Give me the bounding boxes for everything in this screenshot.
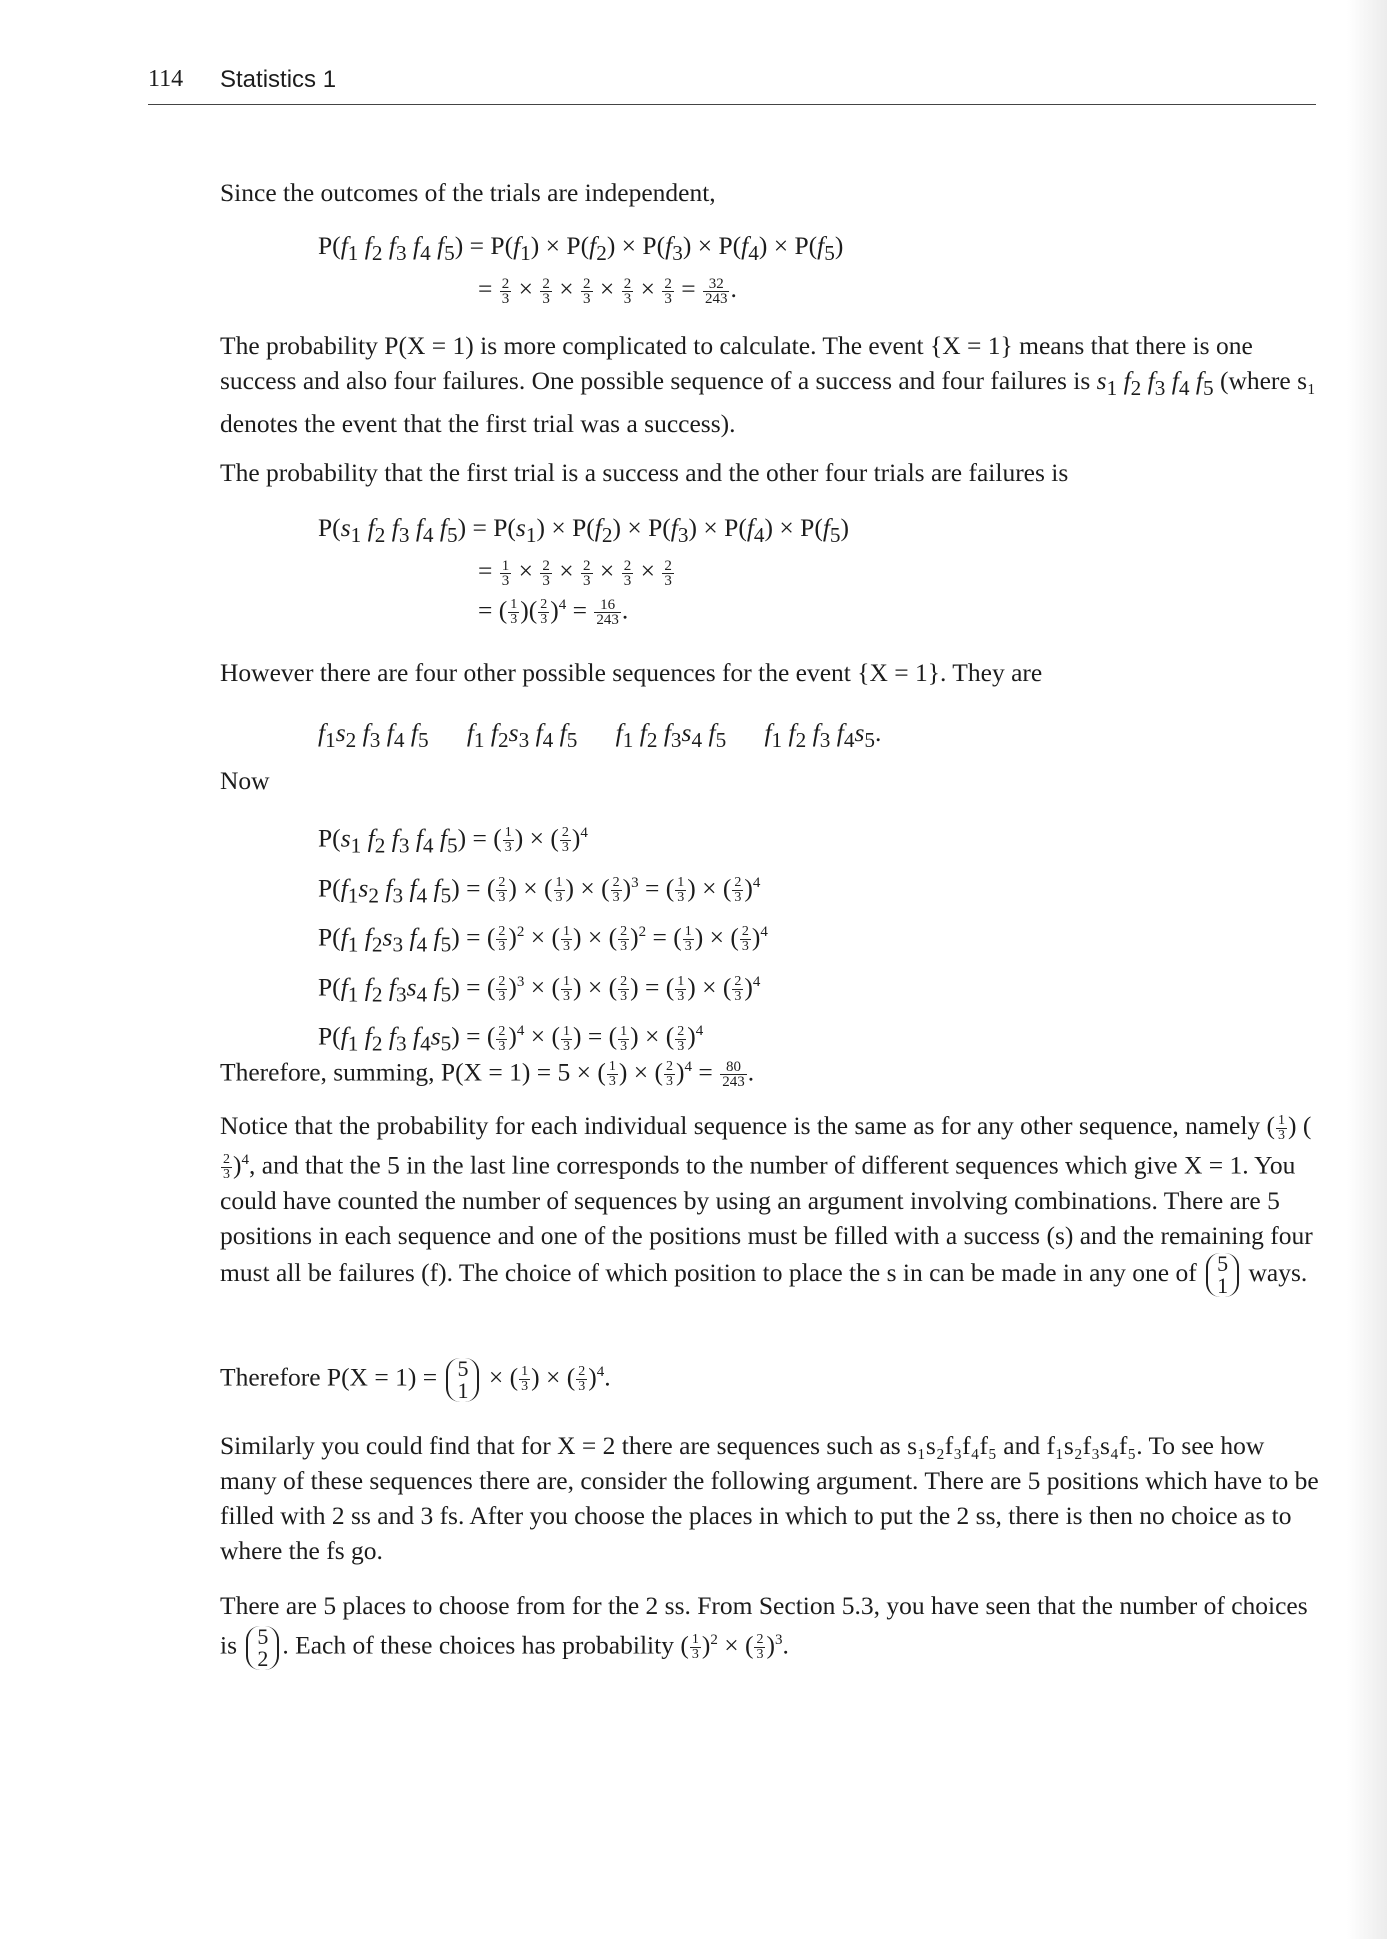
equation-failures: $P(f_1$ $f_2$ $f_3$ $f_4$ $f_5) = P(f_1) \times P(f_2) \times P(f_3) \times P(f_4) \times P(f_5)$ = $\frac{2}{3}$ × $\frac{2}{3}$ × $\frac{2}{3}$ × $\frac{2}{3}$ × $\frac{2}{3}$ = $\frac{32}{243}$ . xyxy=(318,231,844,307)
paragraph-complicated-tail: (where s₁ denotes the event that the first trial was a success). xyxy=(220,366,1316,439)
places-text-a: There are 5 places to choose from for the 2 ss. From Section 5.3, you have seen that the number of choices is xyxy=(220,1591,1308,1660)
page-number: 114 xyxy=(148,66,184,92)
paragraph-similarly: Similarly you could find that for X = 2 there are sequences such as s₁s₂f₃f₄f₅ and f₁s₂f₃s₄f₅. To see how many of these sequences there are, consider the following argument. There are 5 positions which have to be filled with 2 ss and 3 fs. After you choose the places in which to put the 2 ss, there is then no choice as to where the fs go. xyxy=(220,1431,1319,1565)
intro-sentence: Since the outcomes of the trials are independent, xyxy=(220,178,716,207)
paragraph-places: There are 5 places to choose from for the 2 ss. From Section 5.3, you have seen that the number of choices is 5 2 . Each of these choices has probability ( $\frac{1}{3}$ )$^2$ × ( $\frac{2}{3}$ )$^3$. xyxy=(220,1591,1308,1671)
equation-single-sequence: $P(s_1$ $f_2$ $f_3$ $f_4$ $f_5) = P(s_1) \times P(f_2) \times P(f_3) \times P(f_4) \times P(f_5)$ = $\frac{1}{3}$ × $\frac{2}{3}$ × $\frac{2}{3}$ × $\frac{2}{3}$ × $\frac{2}{3}$ = ( $\frac{1}{3}$ )( $\frac{2}{3}$ )$^4$ = $\frac{16}{243}$ . xyxy=(318,513,850,629)
paragraph-other-sequences: However there are four other possible sequences for the event {X = 1}. They are xyxy=(220,658,1043,687)
sequence-list: $f_1s_2$ $f_3$ $f_4$ $f_5$ $f_1$ $f_2s_3$ $f_4$ $f_5$ $f_1$ $f_2$ $f_3s_4$ $f_5$ $f_1$ $f_2$ $f_3$ $f_4s_5$. xyxy=(318,718,882,753)
equation-five-sequences: $P(s_1$ $f_2$ $f_3$ $f_4$ $f_5$) = ( $\frac{1}{3}$ ) × ( $\frac{2}{3}$ )$^4$ $P(f_1s_2$ $f_3$ $f_4$ $f_5$) = ( $\frac{2}{3}$ ) × ( $\frac{1}{3}$ ) × ( $\frac{2}{3}$ )$^3$ = ( $\frac{1}{3}$ ) × ( $\frac{2}{3}$ )$^4$ $P(f_1$ $f_2s_3$ $f_4$ $f_5$) = ( $\frac{2}{3}$ )$^2$ × ( $\frac{1}{3}$ ) × ( $\frac{2}{3}$ )$^2$ = ( $\frac{1}{3}$ ) × ( $\frac{2}{3}$ )$^4$ $P(f_1$ $f_2$ $f_3s_4$ $f_5$) = ( $\frac{2}{3}$ )$^3$ × ( $\frac{1}{3}$ ) × ( $\frac{2}{3}$ ) = ( $\frac{1}{3}$ ) × ( $\frac{2}{3}$ )$^4$ $P(f_1$ $f_2$ $f_3$ $f_4s_5$) = ( $\frac{2}{3}$ )$^4$ × ( $\frac{1}{3}$ ) = ( $\frac{1}{3}$ ) × ( $\frac{2}{3}$ )$^4$ xyxy=(318,823,768,1056)
therefore-text: Therefore P(X = 1) = xyxy=(220,1362,438,1392)
summing-line: Therefore, summing, P(X = 1) = 5 × ( $\frac{1}{3}$ ) × ( $\frac{2}{3}$ )$^4$ = $\frac{80}{243}$ . xyxy=(220,1057,755,1091)
summing-text: Therefore, summing, P(X = 1) = 5 × xyxy=(220,1057,592,1087)
paragraph-complicated: The probability P(X = 1) is more complicated to calculate. The event {X = 1} means that there is one success and also four failures. One possible sequence of a success and four failures is $s_1$ $f_2$ $f_3$ $f_4$ $f_5$ (where s₁ denotes the event that the first trial was a success). xyxy=(220,331,1316,439)
notice-text-b: , and that the 5 in the last line corresponds to the number of different sequences which give X = 1. You could have counted the number of sequences by using an argument involving combinations. There are 5 positions in each sequence and one of the positions must be filled with a success (s) and the remaining four must all be failures (f). The choice of which position to place the s in can be made in any one of xyxy=(220,1150,1313,1287)
paragraph-complicated-text: The probability P(X = 1) is more complicated to calculate. The event {X = 1} means that there is one success and also four failures. One possible sequence of a success and four failures is xyxy=(220,331,1253,395)
running-header xyxy=(148,66,1316,105)
now-label: Now xyxy=(220,766,270,795)
places-text-b: . Each of these choices has probability xyxy=(282,1630,674,1660)
ways-text: ways. xyxy=(1248,1257,1308,1287)
therefore-line: Therefore P(X = 1) = 5 1 × ( $\frac{1}{3}$ ) × ( $\frac{2}{3}$ )$^4$. xyxy=(220,1355,611,1403)
paragraph-first-trial: The probability that the first trial is a success and the other four trials are failures is xyxy=(220,458,1069,487)
notice-text-a: Notice that the probability for each individual sequence is the same as for any other sequence, namely xyxy=(220,1111,1261,1140)
page-edge-shadow xyxy=(1347,0,1387,1939)
chapter-title: Statistics 1 xyxy=(220,66,337,93)
paragraph-notice: Notice that the probability for each individual sequence is the same as for any other sequence, namely ( $\frac{1}{3}$ ) ( $\frac{2}{3}$ )$^4$, and that the 5 in the last line corresponds to the number of different sequences which give X = 1. You could have counted the number of sequences by using an argument involving combinations. There are 5 positions in each sequence and one of the positions must be filled with a success (s) and the remaining four must all be failures (f). The choice of which position to place the s in can be made in any one of 5 1 ways. xyxy=(220,1111,1313,1298)
